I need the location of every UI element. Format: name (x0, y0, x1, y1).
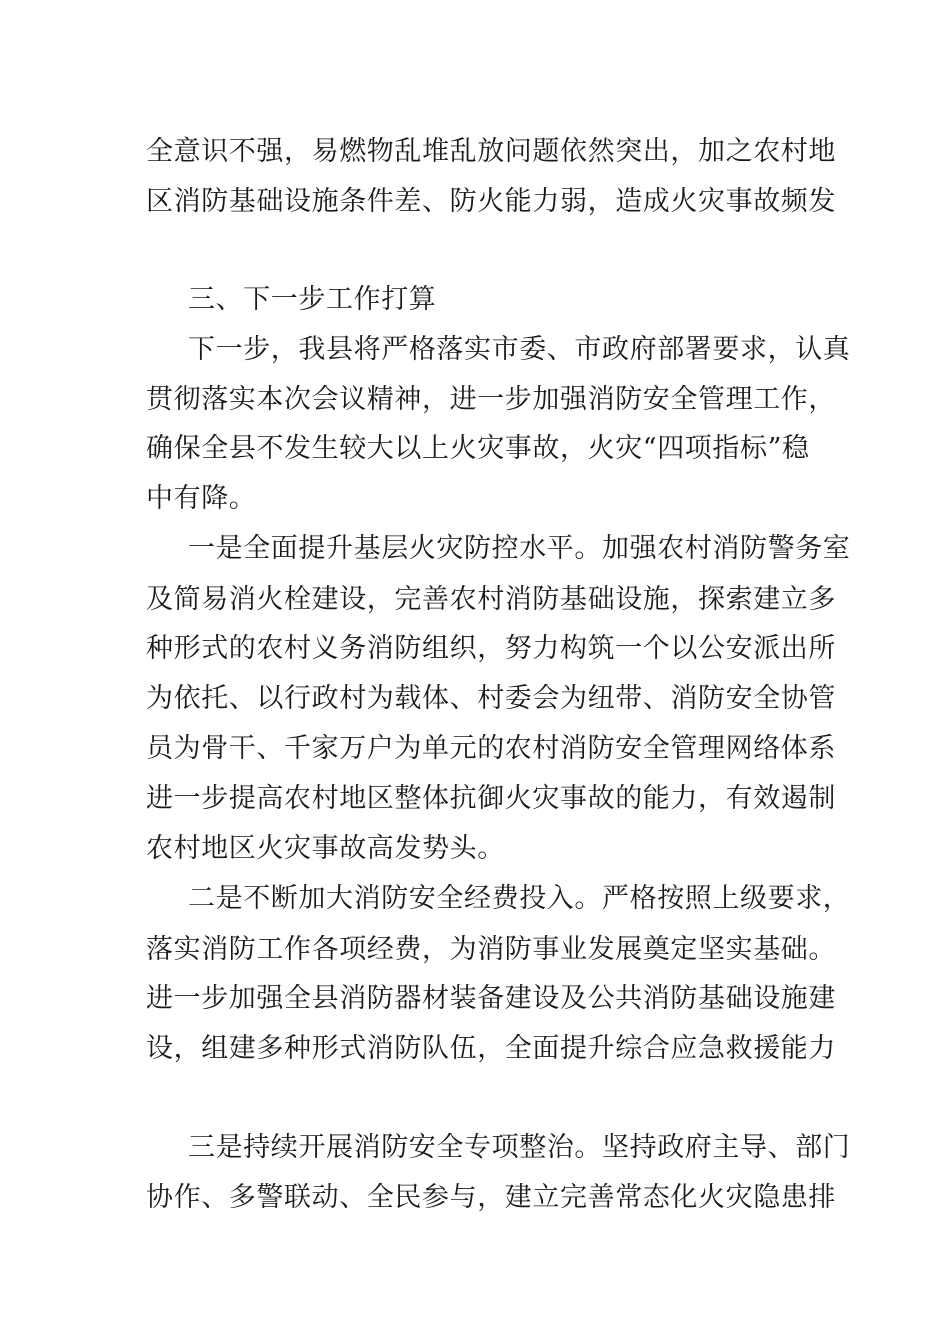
text-line: 三是持续开展消防安全专项整治。坚持政府主导、部门 (188, 1132, 851, 1163)
text-line: 进一步加强全县消防器材装备建设及公共消防基础设施建 (146, 983, 836, 1014)
text-line: 二是不断加大消防安全经费投入。严格按照上级要求， (188, 883, 851, 914)
text-line: 全意识不强，易燃物乱堆乱放问题依然突出，加之农村地 (146, 136, 836, 167)
text-line: 确保全县不发生较大以上火灾事故，火灾“四项指标”稳 (146, 433, 810, 464)
section-heading: 三、下一步工作打算 (188, 284, 437, 315)
text-line: 为依托、以行政村为载体、村委会为纽带、消防安全协管 (146, 683, 836, 714)
text-line: 设，组建多种形式消防队伍，全面提升综合应急救援能力 (146, 1033, 836, 1064)
text-line: 下一步，我县将严格落实市委、市政府部署要求，认真 (188, 334, 851, 365)
text-line: 贯彻落实本次会议精神，进一步加强消防安全管理工作， (146, 384, 836, 415)
text-line: 员为骨干、千家万户为单元的农村消防安全管理网络体系 (146, 733, 836, 764)
text-line: 进一步提高农村地区整体抗御火灾事故的能力，有效遏制 (146, 783, 836, 814)
text-line: 种形式的农村义务消防组织，努力构筑一个以公安派出所 (146, 633, 836, 664)
text-line: 落实消防工作各项经费，为消防事业发展奠定坚实基础。 (146, 934, 836, 965)
text-line: 一是全面提升基层火灾防控水平。加强农村消防警务室 (188, 533, 851, 564)
text-line: 农村地区火灾事故高发势头。 (146, 833, 505, 864)
text-line: 协作、多警联动、全民参与，建立完善常态化火灾隐患排 (146, 1182, 836, 1213)
text-line: 区消防基础设施条件差、防火能力弱，造成火灾事故频发 (146, 186, 836, 217)
text-line: 及简易消火栓建设，完善农村消防基础设施，探索建立多 (146, 584, 836, 615)
text-line: 中有降。 (146, 483, 257, 514)
